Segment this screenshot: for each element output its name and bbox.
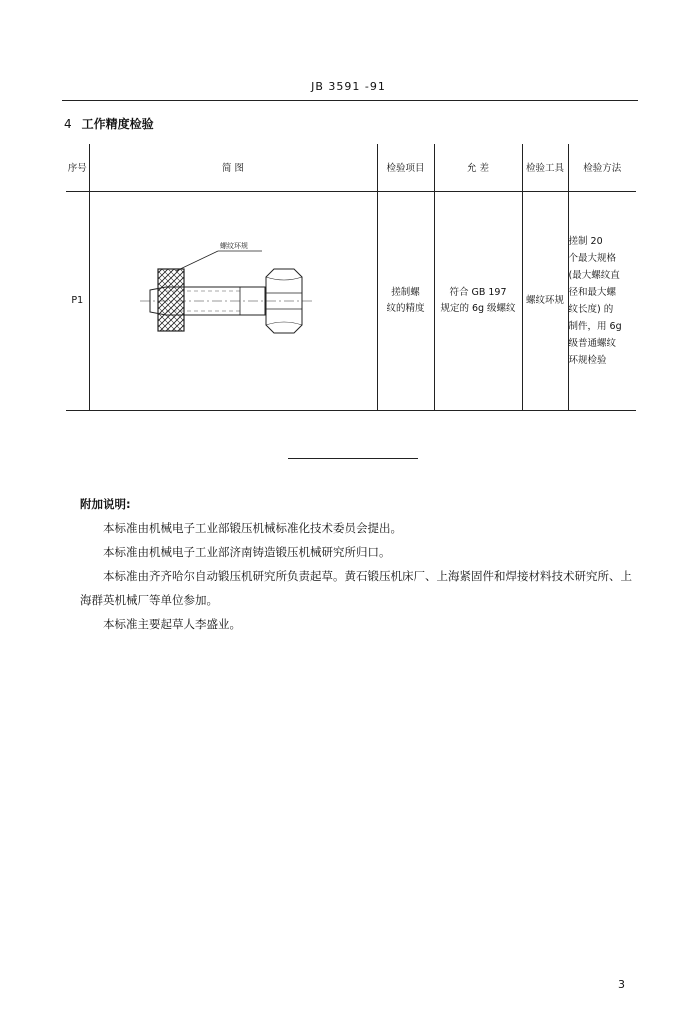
table-row bbox=[66, 191, 636, 410]
inspection-table bbox=[66, 144, 636, 411]
row-tool: 螺纹环规 bbox=[522, 191, 568, 410]
additional-notes bbox=[80, 492, 640, 636]
col-header-item: 检验项目 bbox=[377, 144, 434, 191]
notes-title: 附加说明: bbox=[80, 497, 131, 511]
row-seq: P1 bbox=[66, 191, 89, 410]
row-diagram bbox=[89, 191, 377, 410]
section-title: 工作精度检验 bbox=[81, 117, 154, 131]
notes-line: 本标准由机械电子工业部锻压机械标准化技术委员会提出。 bbox=[103, 521, 402, 535]
row-item-line: 搓制螺 bbox=[391, 286, 420, 298]
col-header-method: 检验方法 bbox=[568, 144, 636, 191]
page-number: 3 bbox=[618, 978, 625, 991]
row-item bbox=[377, 191, 434, 410]
ring-gauge-callout-label: 螺纹环规 bbox=[220, 241, 248, 250]
header-rule bbox=[62, 100, 638, 101]
row-method-line: 纹长度) 的 bbox=[568, 303, 614, 315]
row-method-line: 级普通螺纹 bbox=[568, 337, 617, 349]
row-method-line: 搓制 20 bbox=[568, 235, 603, 247]
row-method bbox=[568, 191, 636, 410]
row-method-line: 径和最大螺 bbox=[568, 286, 617, 298]
bolt-with-thread-ring-gauge-icon bbox=[90, 221, 376, 381]
section-number: 4 bbox=[64, 117, 72, 131]
row-tolerance-line: 规定的 6g 级螺纹 bbox=[440, 302, 516, 314]
row-tolerance-line: 符合 GB 197 bbox=[449, 286, 507, 298]
row-method-line: 制件，用 6g bbox=[568, 320, 622, 332]
notes-line: 本标准由齐齐哈尔自动锻压机研究所负责起草。黄石锻压机床厂、上海紧固件和焊接材料技术研究所、上海群英机械厂等单位参加。 bbox=[80, 569, 632, 607]
col-header-seq: 序号 bbox=[66, 144, 89, 191]
standard-code-header: JB 3591 -91 bbox=[311, 80, 386, 93]
row-tolerance bbox=[434, 191, 522, 410]
section-end-rule bbox=[288, 458, 418, 459]
table-header-row bbox=[66, 144, 636, 191]
row-method-line: 环规检验 bbox=[568, 354, 607, 366]
row-item-line: 纹的精度 bbox=[386, 302, 425, 314]
notes-line: 本标准由机械电子工业部济南铸造锻压机械研究所归口。 bbox=[103, 545, 391, 559]
row-method-line: (最大螺纹直 bbox=[568, 269, 620, 281]
col-header-diagram: 简 图 bbox=[89, 144, 377, 191]
notes-line: 本标准主要起草人李盛业。 bbox=[103, 617, 241, 631]
col-header-tolerance: 允 差 bbox=[434, 144, 522, 191]
col-header-tool: 检验工具 bbox=[522, 144, 568, 191]
section-heading bbox=[64, 115, 154, 132]
row-method-line: 个最大规格 bbox=[568, 252, 617, 264]
